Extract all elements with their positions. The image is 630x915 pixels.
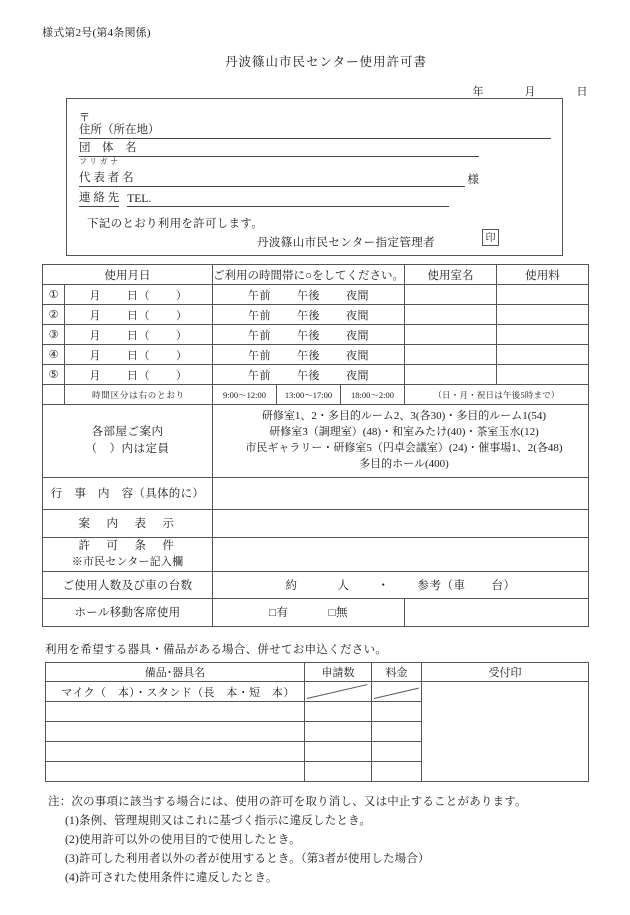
equipment-header-row	[46, 663, 589, 682]
equipment-quantity-4[interactable]	[305, 742, 372, 762]
equipment-table	[45, 662, 589, 782]
representative-label: 代 表 者 名	[79, 169, 134, 187]
col-header-room-name: 使用室名	[405, 265, 497, 285]
fee-input-4[interactable]	[497, 345, 589, 365]
day-close-1: ）	[176, 289, 188, 302]
hall-seats-row	[43, 598, 589, 626]
note-item-1: (1)条例、管理規則又はこれに基づく指示に違反したとき。	[65, 814, 372, 827]
address-label: 住所（所在地）	[79, 121, 160, 139]
col-header-price: 料金	[372, 663, 422, 682]
equipment-name-1[interactable]: マイク（ 本）・スタンド（長 本・短 本）	[46, 682, 305, 702]
col-header-fee: 使用料	[497, 265, 589, 285]
table-row	[43, 365, 589, 385]
rooms-guide-label-line1: 各部屋ご案内	[91, 426, 164, 439]
time-band-afternoon: 13:00～17:00	[277, 385, 341, 405]
slot-am-5[interactable]: 午前	[248, 369, 271, 382]
approx-label: 約	[285, 579, 298, 592]
rooms-line-1: 研修室1、2・多目的ルーム2、3(各30)・多目的ルーム1(54)	[261, 410, 547, 422]
people-cars-input[interactable]	[213, 571, 589, 598]
people-cars-row	[43, 571, 589, 598]
col-header-time-slot: ご利用の時間帯に○をしてください。	[213, 265, 405, 285]
rooms-line-2: 研修室3（調理室）(48)・和室みたけ(40)・茶室玉水(12)	[269, 425, 539, 438]
day-close-2: ）	[176, 309, 188, 322]
fee-input-1[interactable]	[497, 285, 589, 305]
usage-table	[42, 264, 589, 627]
day-close-5: ）	[176, 369, 188, 382]
equipment-quantity-3[interactable]	[305, 722, 372, 742]
fee-input-3[interactable]	[497, 325, 589, 345]
table-row	[43, 305, 589, 325]
equipment-quantity-1[interactable]	[305, 682, 372, 702]
seal-stamp-box: 印	[482, 229, 499, 246]
col-header-quantity: 申請数	[305, 663, 372, 682]
date-year-label: 年	[472, 86, 484, 98]
room-name-input-1[interactable]	[405, 285, 497, 305]
day-label-3: 日（	[127, 329, 150, 342]
applicant-info-box	[66, 98, 563, 256]
date-cell-5[interactable]	[65, 365, 213, 385]
rooms-line-3: 市民ギャラリー・研修室5（円卓会議室）(24)・催事場1、2(各48)	[245, 441, 563, 454]
slot-night-3[interactable]: 夜間	[346, 329, 369, 342]
row-index-2: ②	[43, 305, 65, 325]
conditions-label	[43, 537, 213, 571]
time-slot-cell-3[interactable]	[213, 325, 405, 345]
fee-input-5[interactable]	[497, 365, 589, 385]
slot-pm-1[interactable]: 午後	[297, 289, 320, 302]
rooms-guide-content	[213, 405, 589, 478]
postal-code-mark: 〒	[79, 112, 90, 124]
date-cell-4[interactable]	[65, 345, 213, 365]
equipment-quantity-5[interactable]	[305, 762, 372, 782]
time-slot-cell-5[interactable]	[213, 365, 405, 385]
time-band-morning: 9:00～12:00	[213, 385, 277, 405]
date-cell-2[interactable]	[65, 305, 213, 325]
room-name-input-2[interactable]	[405, 305, 497, 325]
col-header-item-name: 備品･器具名	[46, 663, 305, 682]
month-label-2: 月	[89, 309, 101, 322]
hall-seats-no-checkbox[interactable]: □無	[328, 607, 348, 620]
slot-night-2[interactable]: 夜間	[346, 309, 369, 322]
representative-input-rule[interactable]	[134, 173, 465, 187]
equipment-name-4[interactable]	[46, 742, 305, 762]
time-division-spacer	[43, 385, 65, 405]
day-label-4: 日（	[127, 349, 150, 362]
hall-seats-yes-checkbox[interactable]: □有	[269, 607, 289, 620]
equipment-name-3[interactable]	[46, 722, 305, 742]
table-row	[46, 682, 589, 702]
rooms-guide-row	[43, 405, 589, 478]
day-close-3: ）	[176, 329, 188, 342]
time-slot-cell-2[interactable]	[213, 305, 405, 325]
person-unit-label: 人	[337, 579, 350, 592]
slot-night-1[interactable]: 夜間	[346, 289, 369, 302]
equipment-price-5[interactable]	[372, 762, 422, 782]
equipment-price-1[interactable]	[372, 682, 422, 702]
car-unit-label: 台）	[491, 579, 516, 592]
slot-night-4[interactable]: 夜間	[346, 349, 369, 362]
equipment-name-5[interactable]	[46, 762, 305, 782]
people-cars-separator: ・	[377, 579, 390, 592]
time-band-night: 18:00～2:00	[341, 385, 405, 405]
group-name-input-rule[interactable]	[137, 143, 480, 157]
address-field-row[interactable]	[79, 121, 551, 139]
equipment-price-4[interactable]	[372, 742, 422, 762]
slot-am-1[interactable]: 午前	[248, 289, 271, 302]
equipment-quantity-2[interactable]	[305, 702, 372, 722]
time-slot-cell-4[interactable]	[213, 345, 405, 365]
fee-input-2[interactable]	[497, 305, 589, 325]
day-close-4: ）	[176, 349, 188, 362]
designated-manager-label: 丹波篠山市民センター指定管理者	[257, 237, 436, 249]
slot-pm-3[interactable]: 午後	[297, 329, 320, 342]
signage-row	[43, 509, 589, 537]
permission-statement: 下記のとおり利用を許可します。	[87, 218, 264, 230]
event-content-input[interactable]	[213, 477, 589, 509]
row-index-4: ④	[43, 345, 65, 365]
note-item-4: (4)許可された使用条件に違反したとき。	[65, 871, 278, 884]
slot-night-5[interactable]: 夜間	[346, 369, 369, 382]
notes-lead-text: 注：次の事項に該当する場合には、使用の許可を取り消し、又は中止することがあります。	[48, 796, 527, 808]
date-month-label: 月	[524, 86, 536, 98]
equipment-intro-text: 利用を希望する器具・備品がある場合、併せてお申込ください。	[45, 644, 388, 656]
month-label-5: 月	[89, 369, 101, 382]
signage-label: 案 内 表 示	[43, 509, 213, 537]
date-day-label: 日	[576, 86, 588, 98]
month-label-1: 月	[89, 289, 101, 302]
conditions-label-line1: 許 可 条 件	[78, 540, 177, 553]
rooms-guide-label	[43, 405, 213, 478]
usage-table-header-row	[43, 265, 589, 285]
room-name-input-3[interactable]	[405, 325, 497, 345]
contact-input-rule[interactable]	[151, 193, 449, 207]
form-code: 様式第2号(第4条関係)	[42, 27, 151, 39]
table-row	[43, 325, 589, 345]
col-header-receipt-seal: 受付印	[422, 663, 589, 682]
representative-field-row[interactable]	[79, 169, 479, 187]
furigana-label: フリガナ	[79, 157, 121, 166]
day-label-2: 日（	[127, 309, 150, 322]
event-content-label: 行 事 内 容（具体的に）	[43, 477, 213, 509]
table-row	[43, 345, 589, 365]
hall-seats-label: ホール移動客席使用	[43, 598, 213, 626]
conditions-label-line2: ※市民センター記入欄	[71, 555, 184, 568]
note-item-3: (3)許可した利用者以外の者が使用するとき。（第3者が使用した場合）	[65, 852, 430, 865]
people-cars-label: ご使用人数及び車の台数	[43, 571, 213, 598]
slot-pm-5[interactable]: 午後	[297, 369, 320, 382]
signage-input[interactable]	[213, 509, 589, 537]
receipt-seal-area[interactable]	[422, 682, 589, 782]
hall-seats-remark-input[interactable]	[405, 598, 589, 626]
event-content-row	[43, 477, 589, 509]
slot-pm-2[interactable]: 午後	[297, 309, 320, 322]
slot-am-3[interactable]: 午前	[248, 329, 271, 342]
hall-seats-options[interactable]	[213, 598, 405, 626]
slot-pm-4[interactable]: 午後	[297, 349, 320, 362]
date-entry-line	[473, 83, 589, 99]
day-label-1: 日（	[127, 289, 150, 302]
note-item-2: (2)使用許可以外の使用目的で使用したとき。	[65, 833, 301, 846]
equipment-price-2[interactable]	[372, 702, 422, 722]
table-row	[43, 285, 589, 305]
time-division-label: 時間区分は右のとおり	[65, 385, 213, 405]
room-name-input-4[interactable]	[405, 345, 497, 365]
contact-label: 連 絡 先	[79, 189, 119, 207]
address-input-rule[interactable]	[160, 125, 552, 139]
rooms-line-4: 多目的ホール(400)	[359, 457, 449, 470]
slot-am-2[interactable]: 午前	[248, 309, 271, 322]
rooms-guide-label-line2: （ ）内は定員	[85, 442, 170, 455]
group-name-field-row[interactable]	[79, 139, 479, 157]
contact-field-row[interactable]	[79, 189, 449, 207]
day-label-5: 日（	[127, 369, 150, 382]
date-cell-1[interactable]	[65, 285, 213, 305]
time-division-row	[43, 385, 589, 405]
group-name-label: 団 体 名	[79, 139, 137, 157]
equipment-price-3[interactable]	[372, 722, 422, 742]
contact-tel-label: TEL.	[127, 193, 152, 205]
equipment-name-2[interactable]	[46, 702, 305, 722]
month-label-3: 月	[89, 329, 101, 342]
conditions-row	[43, 537, 589, 571]
row-index-1: ①	[43, 285, 65, 305]
representative-honorific: 様	[467, 174, 479, 186]
document-title: 丹波篠山市民センター使用許可書	[224, 55, 427, 69]
conditions-input[interactable]	[213, 537, 589, 571]
date-cell-3[interactable]	[65, 325, 213, 345]
slot-am-4[interactable]: 午前	[248, 349, 271, 362]
row-index-5: ⑤	[43, 365, 65, 385]
row-index-3: ③	[43, 325, 65, 345]
room-name-input-5[interactable]	[405, 365, 497, 385]
notes-section	[48, 793, 527, 888]
col-header-use-date: 使用月日	[43, 265, 213, 285]
time-division-note: （日・月・祝日は午後5時まで）	[405, 385, 589, 405]
month-label-4: 月	[89, 349, 101, 362]
time-slot-cell-1[interactable]	[213, 285, 405, 305]
reference-car-label: 参考（車	[417, 579, 466, 592]
